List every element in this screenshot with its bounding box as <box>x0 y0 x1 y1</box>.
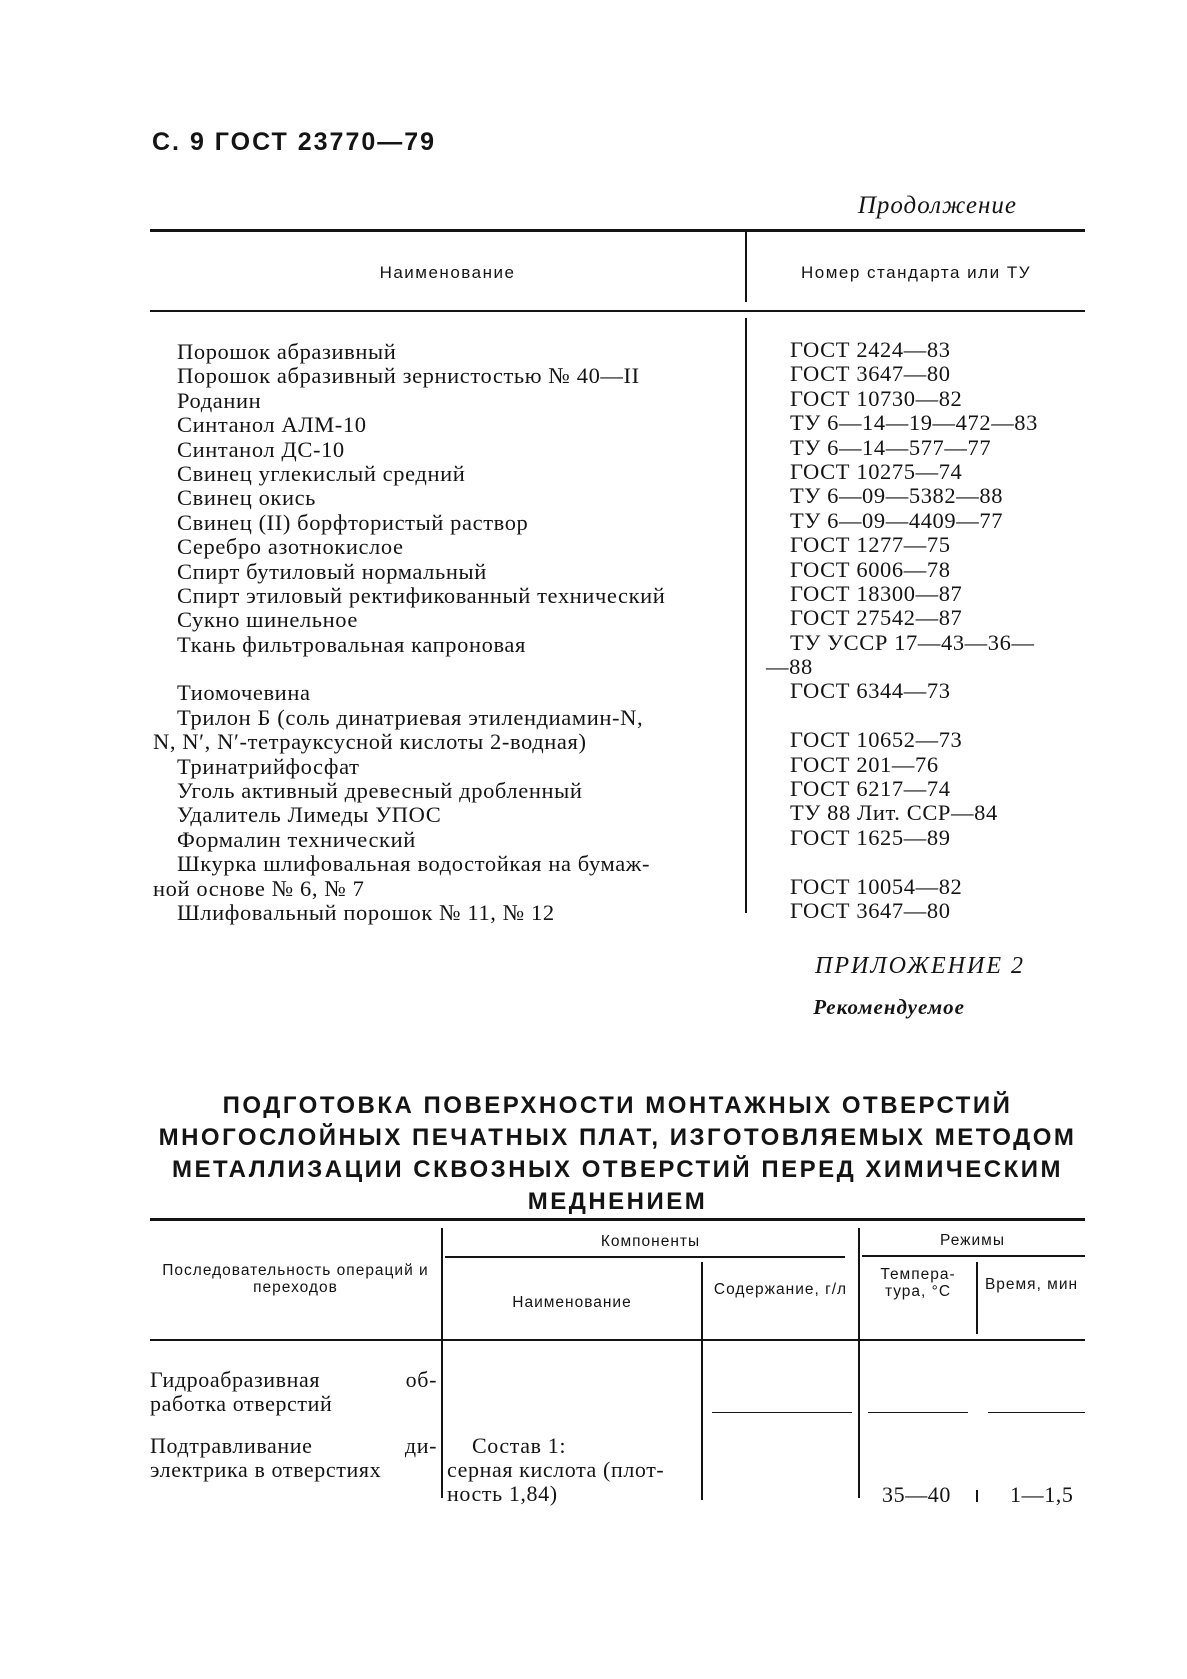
table1-name: Спирт бутиловый нормальный <box>177 558 487 584</box>
table2-row2-component-cont: серная кислота (плот- <box>447 1457 665 1482</box>
table1-standard: ГОСТ 10652—73 <box>790 727 963 753</box>
table1-name: Порошок абразивный зернистостью № 40—II <box>177 363 640 389</box>
table2-header-rule <box>150 1339 1085 1341</box>
table1-name: Шлифовальный порошок № 11, № 12 <box>177 900 555 925</box>
table1-name: Синтанол ДС-10 <box>177 436 345 462</box>
table1-name: Серебро азотнокислое <box>177 534 404 560</box>
table2-header-name: Наименование <box>512 1294 632 1311</box>
table1-standard: ГОСТ 10275—74 <box>790 458 963 484</box>
table1-standard: ГОСТ 3647—80 <box>790 897 951 923</box>
table2-divider-3 <box>858 1228 860 1498</box>
table1-names-column <box>153 339 666 925</box>
table2-divider-4 <box>976 1262 978 1334</box>
appendix-title-line: МНОГОСЛОЙНЫХ ПЕЧАТНЫХ ПЛАТ, ИЗГОТОВЛЯЕМЫХ МЕТОДОМ <box>158 1124 1077 1151</box>
table1-name: Удалитель Лимеды УПОС <box>177 802 442 828</box>
table1-top-rule <box>150 229 1085 232</box>
table1-name: Уголь активный древесный дробленный <box>177 778 583 804</box>
table1-name: Спирт этиловый ректификованный технический <box>177 582 666 608</box>
table1-standard: ГОСТ 2424—83 <box>790 337 951 362</box>
table2-row1-operation-a: Гидроабразивная <box>150 1367 321 1392</box>
continuation-label: Продолжение <box>857 192 1017 219</box>
table1-body-divider <box>745 318 747 913</box>
table1-standard: ТУ 88 Лит. ССР—84 <box>790 800 998 826</box>
table1-name: Ткань фильтровальная капроновая <box>177 631 526 657</box>
appendix-title <box>150 1090 1085 1218</box>
appendix-label: ПРИЛОЖЕНИЕ 2 <box>815 953 1025 979</box>
page-header: С. 9 ГОСТ 23770—79 <box>152 128 437 156</box>
table1-name: Тиомочевина <box>177 680 311 706</box>
table2-header-temperature: Темпера- тура, °С <box>880 1266 956 1300</box>
table2-header-components: Компоненты <box>600 1233 701 1250</box>
table1-name: Свинец окись <box>177 485 317 511</box>
table2-row1-operation-b: об- <box>405 1367 437 1392</box>
table2-header-time: Время, мин <box>984 1276 1079 1293</box>
table1-standard: ГОСТ 6344—73 <box>790 678 951 704</box>
table2-row-rule <box>988 1412 1085 1413</box>
table2-components-rule <box>445 1256 845 1258</box>
table2-header-content: Содержание, г/л <box>713 1281 848 1298</box>
table1-standards-column <box>766 337 1038 923</box>
table1-standard: ГОСТ 10054—82 <box>790 873 963 899</box>
table1-standard: ГОСТ 1625—89 <box>790 824 951 850</box>
table1-name: Порошок абразивный <box>177 339 397 364</box>
table1-standard: ГОСТ 27542—87 <box>790 605 963 631</box>
table1-name: Тринатрийфосфат <box>177 753 360 779</box>
table1-standard: ТУ 6—09—4409—77 <box>790 507 1004 533</box>
table1-standard: ГОСТ 3647—80 <box>790 361 951 387</box>
table1-standard: ТУ 6—14—577—77 <box>790 434 992 460</box>
table2-divider-1 <box>441 1228 443 1498</box>
table2-row2-operation-cont: электрика в отверстиях <box>150 1457 382 1482</box>
table1-standard: ГОСТ 6006—78 <box>790 556 951 582</box>
table1-name-continuation: ной основе № 6, № 7 <box>153 875 365 901</box>
table2-top-rule <box>150 1218 1085 1221</box>
table2-row2-time: 1—1,5 <box>1010 1482 1074 1507</box>
table2-header-sequence: Последовательность операций и переходов <box>162 1262 429 1296</box>
table1-standard-spacer <box>790 704 1038 728</box>
table1-name: Формалин технический <box>177 826 416 852</box>
table1-name-continuation: N, N′, N′-тетрауксусной кислоты 2-водная) <box>153 729 587 755</box>
table2-row2-operation-b: ди- <box>404 1433 437 1458</box>
table1-name: Шкурка шлифовальная водостойкая на бумаж- <box>177 851 651 877</box>
table1-name: Свинец (II) борфтористый раствор <box>177 509 529 535</box>
table2-divider-2 <box>701 1262 703 1500</box>
table1-standard: ГОСТ 1277—75 <box>790 532 951 558</box>
appendix-status: Рекомендуемое <box>813 995 965 1019</box>
table1-name: Сукно шинельное <box>177 607 358 633</box>
table1-name: Свинец углекислый средний <box>177 460 466 486</box>
table1-header-name: Наименование <box>379 263 516 282</box>
table2-row1-operation-cont: работка отверстий <box>150 1391 333 1416</box>
table2-row2-operation <box>150 1434 437 1458</box>
appendix-title-line: МЕТАЛЛИЗАЦИИ СКВОЗНЫХ ОТВЕРСТИЙ ПЕРЕД ХИМИЧЕСКИМ <box>172 1156 1063 1183</box>
table1-name: Трилон Б (соль динатриевая этилендиамин-N, <box>177 704 644 730</box>
table2-row2-component: Состав 1: <box>472 1433 567 1458</box>
table2-row2-component-cont: ность 1,84) <box>447 1481 558 1506</box>
table2-row1-operation <box>150 1368 437 1392</box>
table1-standard-continuation: —88 <box>766 654 813 680</box>
table1-standard-spacer <box>790 850 1038 874</box>
table1-standard: ГОСТ 201—76 <box>790 751 939 777</box>
table1-standard: ТУ 6—09—5382—88 <box>790 483 1004 509</box>
table1-name: Роданин <box>177 387 262 413</box>
table1-standard: ТУ УССР 17—43—36— <box>790 629 1035 655</box>
table1-standard: ГОСТ 10730—82 <box>790 385 963 411</box>
table1-standard: ГОСТ 18300—87 <box>790 580 963 606</box>
appendix-title-line: МЕДНЕНИЕМ <box>527 1188 708 1215</box>
table2-row2-operation-a: Подтравливание <box>150 1433 313 1458</box>
table2-row-rule <box>712 1412 852 1413</box>
table2-header-modes: Режимы <box>940 1232 1005 1249</box>
table2-row2-temperature: 35—40 <box>882 1482 951 1507</box>
table2-modes-rule <box>862 1255 1085 1257</box>
table1-header-standard: Номер стандарта или ТУ <box>800 263 1032 282</box>
appendix-title-line: ПОДГОТОВКА ПОВЕРХНОСТИ МОНТАЖНЫХ ОТВЕРСТИЙ <box>222 1092 1013 1119</box>
table1-standard: ГОСТ 6217—74 <box>790 776 951 802</box>
table2-row-rule <box>868 1412 968 1413</box>
table1-standard: ТУ 6—14—19—472—83 <box>790 410 1038 436</box>
table2-divider-4-tick <box>976 1490 978 1502</box>
table1-name: Синтанол АЛМ-10 <box>177 412 367 438</box>
table1-header-rule <box>150 310 1085 312</box>
